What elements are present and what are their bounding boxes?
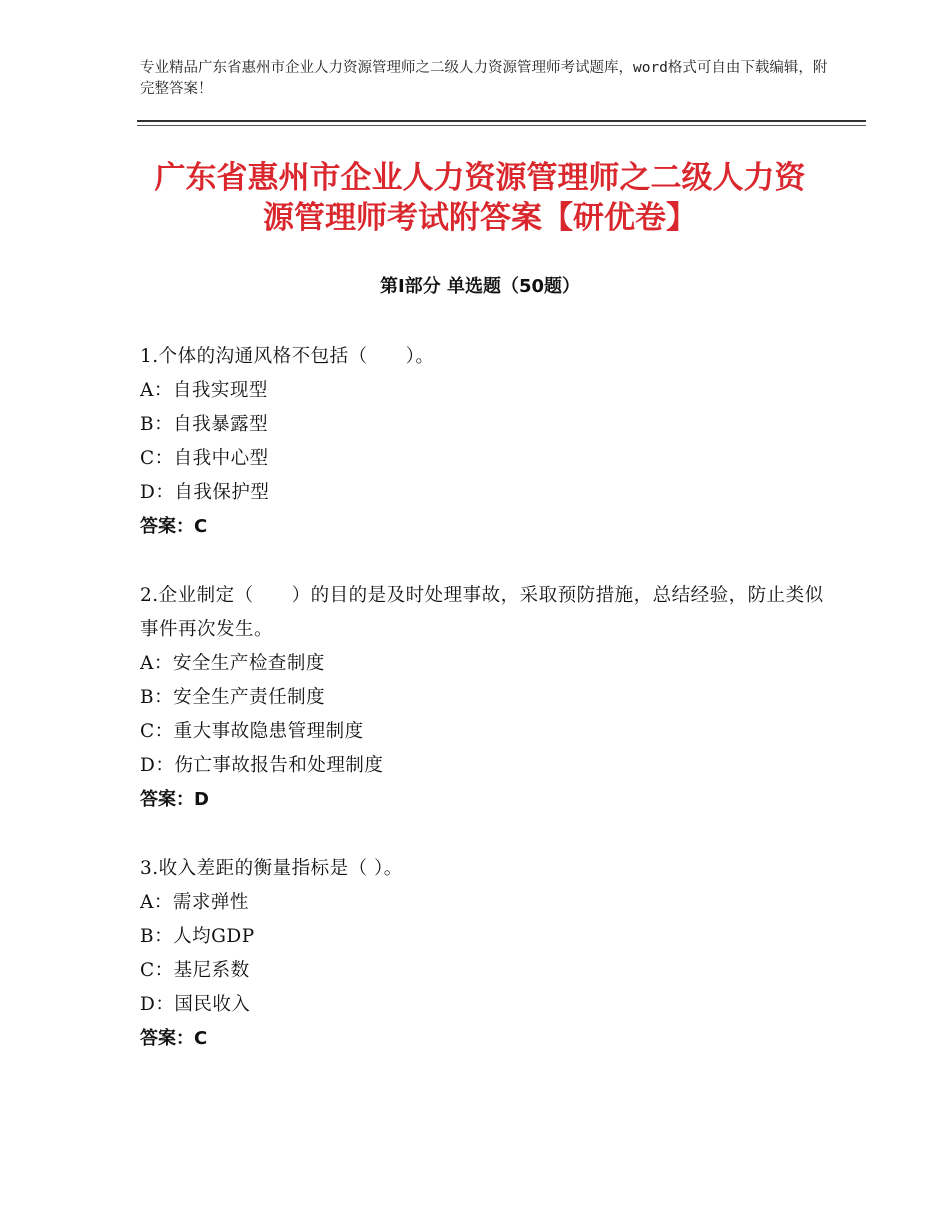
- option-c: C：基尼系数: [140, 960, 250, 981]
- option-d: D：国民收入: [140, 994, 251, 1015]
- question-stem: 3.收入差距的衡量指标是（ ）。: [140, 858, 403, 879]
- question-stem: 1.个体的沟通风格不包括（ ）。: [140, 346, 435, 367]
- section-title: 第Ⅰ部分 单选题（50题）: [379, 276, 580, 297]
- question-3: [140, 852, 830, 1056]
- option-d: D：自我保护型: [140, 482, 270, 503]
- header-rule-thin: [137, 125, 866, 126]
- option-b: B：安全生产责任制度: [140, 687, 326, 708]
- option-a: A：安全生产检查制度: [140, 653, 325, 674]
- question-2: [140, 579, 830, 817]
- option-b: B：人均GDP: [140, 926, 255, 947]
- option-d: D：伤亡事故报告和处理制度: [140, 755, 384, 776]
- answer: 答案：C: [140, 1028, 208, 1049]
- header-rule-thick: [137, 120, 866, 122]
- question-1: [140, 340, 830, 544]
- answer: 答案：C: [140, 516, 208, 537]
- option-c: C：自我中心型: [140, 448, 269, 469]
- option-a: A：需求弹性: [140, 892, 249, 913]
- option-c: C：重大事故隐患管理制度: [140, 721, 364, 742]
- answer: 答案：D: [140, 789, 209, 810]
- header-note: 专业精品广东省惠州市企业人力资源管理师之二级人力资源管理师考试题库，word格式可自由下载编辑，附完整答案！: [140, 60, 828, 97]
- option-b: B：自我暴露型: [140, 414, 269, 435]
- question-stem: 2.企业制定（ ）的目的是及时处理事故，采取预防措施，总结经验，防止类似事件再次发生。: [140, 585, 824, 640]
- option-a: A：自我实现型: [140, 380, 268, 401]
- document-title: 广东省惠州市企业人力资源管理师之二级人力资源管理师考试附答案【研优卷】: [154, 160, 806, 236]
